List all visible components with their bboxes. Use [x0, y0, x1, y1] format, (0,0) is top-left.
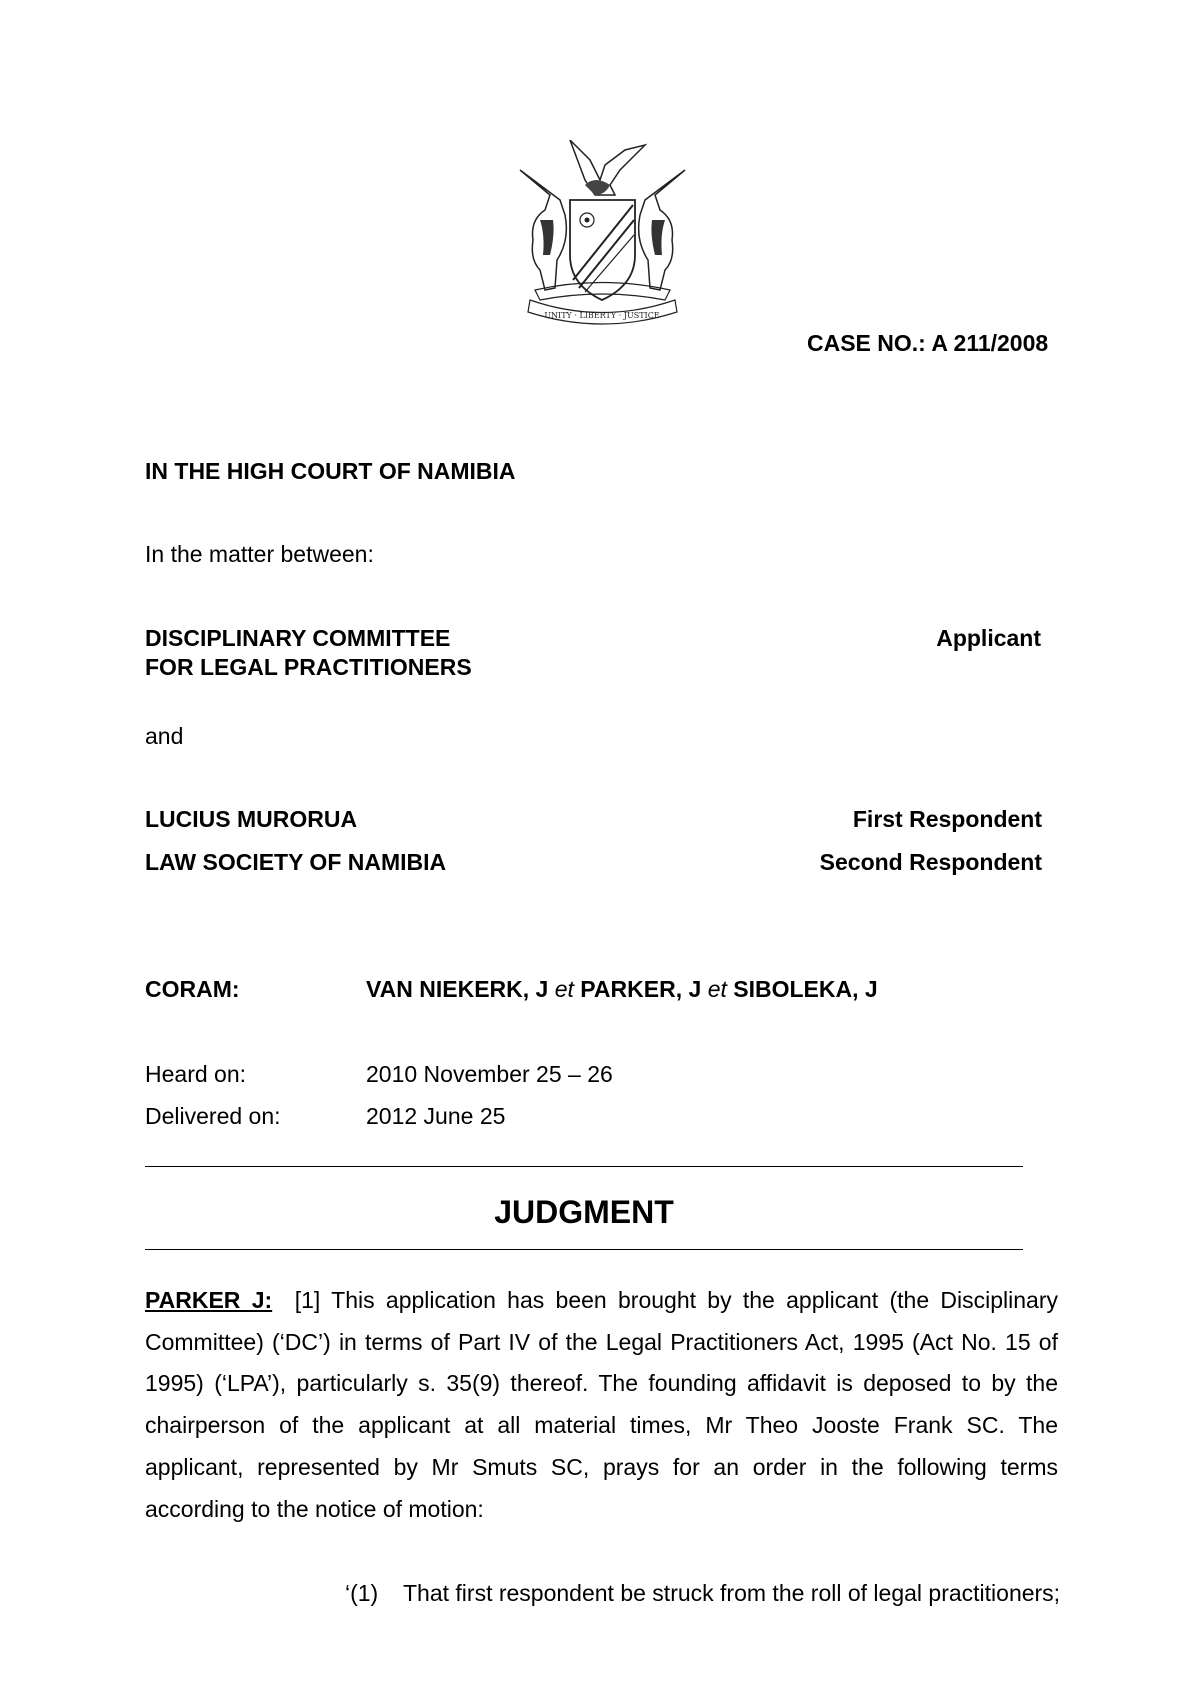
- svg-text:UNITY · LIBERTY · JUSTICE: UNITY · LIBERTY · JUSTICE: [544, 311, 660, 320]
- order-item-text: That first respondent be struck from the roll of legal practitioners;: [403, 1580, 1061, 1606]
- second-respondent-name: LAW SOCIETY OF NAMIBIA: [145, 849, 447, 875]
- first-respondent-role: First Respondent: [852, 806, 1042, 832]
- judgment-title: JUDGMENT: [494, 1194, 674, 1230]
- coram-et-2: et: [707, 976, 727, 1002]
- delivered-on-label: Delivered on:: [145, 1103, 281, 1129]
- coram-judge-3: SIBOLEKA, J: [726, 976, 878, 1002]
- heard-on-value: 2010 November 25 – 26: [366, 1061, 613, 1087]
- case-number: CASE NO.: A 211/2008: [807, 330, 1049, 356]
- coram-label: CORAM:: [145, 976, 240, 1002]
- coram-judge-2: PARKER, J: [573, 976, 708, 1002]
- judgment-paragraph-1: [145, 1280, 1058, 1530]
- heard-on-label: Heard on:: [145, 1061, 247, 1087]
- order-item-number: ‘(1): [345, 1580, 379, 1606]
- divider-top: [145, 1166, 1023, 1167]
- second-respondent-role: Second Respondent: [819, 849, 1042, 875]
- matter-between: In the matter between:: [145, 541, 374, 567]
- applicant-role: Applicant: [936, 625, 1041, 651]
- coram-judge-1: VAN NIEKERK, J: [366, 976, 555, 1002]
- divider-bottom: [145, 1249, 1023, 1250]
- coram-et-1: et: [554, 976, 574, 1002]
- first-respondent-name: LUCIUS MURORUA: [145, 806, 358, 832]
- court-name: IN THE HIGH COURT OF NAMIBIA: [145, 458, 516, 484]
- delivered-on-value: 2012 June 25: [366, 1103, 506, 1129]
- judge-name: PARKER J:: [145, 1287, 273, 1313]
- and-label: and: [145, 723, 184, 749]
- paragraph-text: [1] This application has been brought by the applicant (the Disciplinary Committee) (‘DC’) in terms of Part IV of the Legal Practitioners Act, 1995 (Act No. 15 of 1995) (‘LPA’), particularly s. 35(9) thereof. The founding affidavit is deposed to by the chairperson of the applicant at all material times, Mr Theo Jooste Frank SC. The applicant, represented by Mr Smuts SC, prays for an order in the following terms according to the notice of motion:: [145, 1287, 1058, 1522]
- applicant-name-line1: DISCIPLINARY COMMITTEE: [145, 625, 451, 651]
- coat-of-arms-emblem: [515, 140, 690, 330]
- applicant-name-line2: FOR LEGAL PRACTITIONERS: [145, 654, 472, 680]
- coram-judges: [366, 976, 878, 1003]
